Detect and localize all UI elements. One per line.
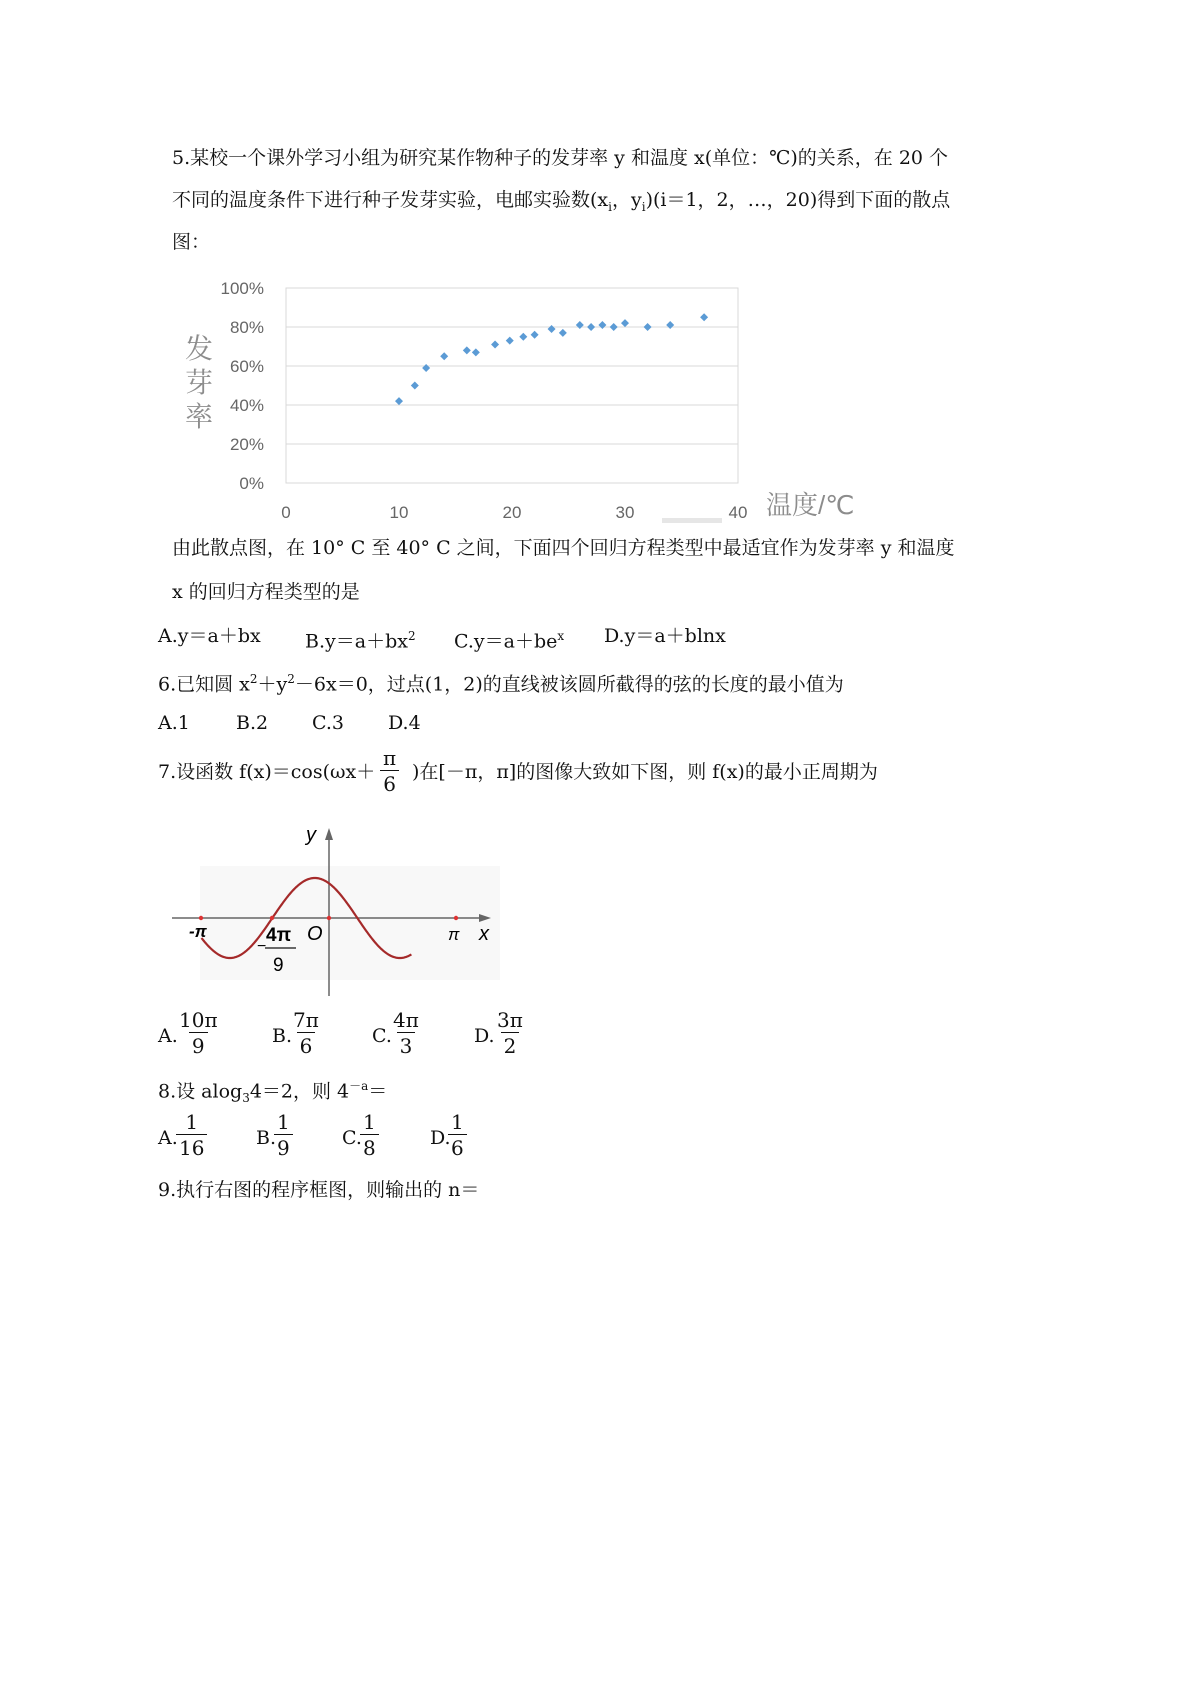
q5-after-line-2: x 的回归方程类型的是 — [172, 581, 360, 603]
q5-option-d: D.y＝a＋blnx — [604, 625, 726, 647]
q7-pi-over-6: $\frac{\pi}{6}$ — [380, 746, 399, 797]
q7-option-a: $\frac{10\pi}{9}$ — [179, 1008, 218, 1058]
q6-line: 6.已知圆 $x^2+y^2-6x=0$，过点(1，2)的直线被该圆所截得的弦的长度的最小值为 — [158, 672, 844, 696]
x-axis-label: 温度/℃ — [766, 490, 855, 520]
y-tick-label: 80% — [229, 318, 264, 337]
q5-option-b: $B.y=a+bx^2$ — [305, 629, 416, 653]
q7-option-d-label: D. — [474, 1025, 495, 1047]
mark-minus-sign: − — [257, 938, 267, 955]
origin-marker — [327, 916, 331, 920]
q9-line: 9.执行右图的程序框图，则输出的 n＝ — [158, 1179, 480, 1201]
mark-numerator: 4π — [266, 925, 292, 946]
x-tick-label: 30 — [615, 503, 635, 522]
pi-label: π — [448, 925, 460, 944]
q8-line: 8.设 alog$_3$4＝2，则 $4^{-a}=$ — [158, 1079, 388, 1106]
q7-option-c: $\frac{4\pi}{3}$ — [393, 1008, 419, 1058]
q7-option-b: $\frac{7\pi}{6}$ — [293, 1008, 319, 1058]
neg-pi-label: -π — [189, 922, 207, 941]
q8-option-c-label: C. — [342, 1127, 362, 1149]
y-axis-letter: y — [306, 824, 316, 846]
x-tick-label: 20 — [502, 503, 522, 522]
zero-marker — [270, 916, 274, 920]
q5-line-1: 5.某校一个课外学习小组为研究某作物种子的发芽率 y 和温度 x(单位：℃)的关系，在 20 个 — [172, 147, 949, 169]
q8-option-b-label: B. — [256, 1127, 277, 1149]
y-axis-arrow — [325, 828, 333, 840]
q5-line-2: 不同的温度条件下进行种子发芽实验，电邮实验数($x_i$，$y_i)(i=1$，2，…，20)得到下面的散点 — [172, 189, 951, 214]
x-tick-label: 0 — [281, 503, 291, 522]
q7-line-a: 7.设函数 f(x)＝cos(ωx＋ — [158, 761, 376, 783]
q7-option-b-label: B. — [272, 1025, 293, 1047]
mark-denominator: 9 — [273, 955, 284, 976]
q6-option-a: A.1 — [158, 712, 190, 734]
q5-option-a: A.y＝a＋bx — [158, 625, 261, 647]
q8-option-b: $\frac{1}{9}$ — [274, 1110, 293, 1161]
q7-option-c-label: C. — [372, 1025, 392, 1047]
origin-letter: O — [307, 923, 323, 945]
y-axis-label-char: 芽 — [185, 367, 214, 398]
neg-pi-marker — [199, 916, 203, 920]
y-axis-label-char: 发 — [185, 333, 214, 364]
q6-option-d: D.4 — [388, 712, 421, 734]
y-tick-label: 60% — [229, 357, 264, 376]
q7-line-b: )在[－π，π]的图像大致如下图，则 f(x)的最小正周期为 — [412, 761, 878, 783]
y-tick-label: 100% — [220, 279, 264, 298]
y-tick-label: 40% — [229, 396, 264, 415]
q8-option-c: $\frac{1}{8}$ — [360, 1110, 379, 1161]
q5-after-line-1: 由此散点图，在 10° C 至 40° C 之间，下面四个回归方程类型中最适宜作为发芽率 y 和温度 — [172, 537, 955, 559]
q6-option-b: B.2 — [236, 712, 269, 734]
graph-background — [200, 866, 500, 980]
q6-option-c: C.3 — [312, 712, 344, 734]
q8-option-d-label: D. — [430, 1127, 451, 1149]
q7-option-a-label: A. — [158, 1025, 178, 1047]
y-tick-label: 0% — [239, 474, 264, 493]
q8-option-a: $\frac{1}{16}$ — [176, 1110, 207, 1161]
q5-line-3: 图： — [172, 231, 211, 253]
q8-option-d: $\frac{1}{6}$ — [448, 1110, 467, 1161]
q7-option-d: $\frac{3\pi}{2}$ — [497, 1008, 523, 1058]
q5-option-c: $C.y=a+be^x$ — [454, 629, 565, 653]
y-axis-label-char: 率 — [185, 401, 214, 432]
pi-marker — [454, 916, 458, 920]
x-axis-letter: x — [479, 923, 489, 945]
x-tick-label: 40 — [728, 503, 748, 522]
x-tick-label: 10 — [389, 503, 409, 522]
q8-option-a-label: A. — [158, 1127, 178, 1149]
y-tick-label: 20% — [229, 435, 264, 454]
